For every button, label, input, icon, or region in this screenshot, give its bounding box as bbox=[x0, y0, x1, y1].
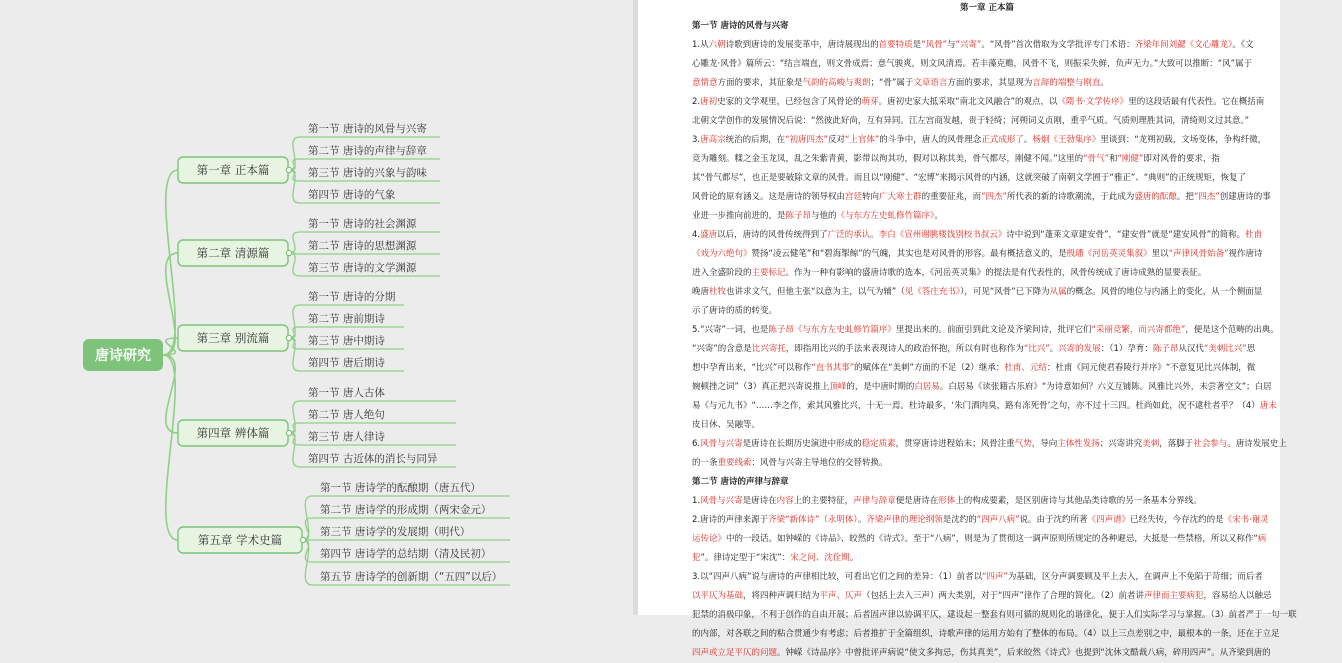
body-text: 。 bbox=[857, 515, 867, 525]
body-text: 1.从 bbox=[692, 40, 709, 50]
body-text: 业进一步推向前进的，是 bbox=[692, 211, 786, 221]
highlighted-text: 病 bbox=[1257, 534, 1267, 544]
highlighted-text: 广泛的承认 bbox=[827, 230, 871, 240]
document-line bbox=[692, 625, 1342, 644]
document-line bbox=[692, 549, 1342, 568]
document-line bbox=[692, 454, 1342, 473]
highlighted-text: 《与东方左史虬修竹篇序》 bbox=[836, 211, 935, 221]
body-text: 是 bbox=[912, 40, 922, 50]
body-text: 转向 bbox=[862, 192, 880, 202]
mindmap-chapter-label: 第二章 清源篇 bbox=[196, 246, 270, 260]
body-text: ，落脚于 bbox=[1159, 439, 1194, 449]
body-text: 竞为雕刻。糅之金玉龙凤，乱之朱紫青黄，影带以徇其功，假对以称其美，骨气都尽，刚健不闻。”这里的 bbox=[692, 154, 1084, 164]
document-line bbox=[692, 17, 1342, 36]
body-text: 。 bbox=[1023, 135, 1033, 145]
document-line bbox=[692, 188, 1342, 207]
document-line bbox=[692, 397, 1342, 416]
highlighted-text: 四声或立足平仄的问题 bbox=[692, 648, 778, 658]
highlighted-text: “四杰” bbox=[1193, 192, 1220, 202]
body-text: 风骨论的原有涵义。这是唐诗的领导权由 bbox=[692, 192, 846, 202]
body-text: 史家的文学观里，已经包含了风骨论的 bbox=[717, 97, 862, 107]
highlighted-text: 犯 bbox=[692, 553, 701, 563]
mindmap-chapter-label: 第一章 正本篇 bbox=[196, 163, 270, 177]
highlighted-text: “采丽竞繁，而兴寄都绝” bbox=[1091, 325, 1186, 335]
mindmap-section-node[interactable]: 第一节 唐诗的社会渊源 bbox=[308, 218, 417, 230]
body-text: 进入全盛阶段的 bbox=[692, 268, 752, 278]
mindmap-section-node[interactable]: 第三节 唐人律诗 bbox=[308, 431, 385, 443]
body-text: 赞扬“凌云健笔”和“碧海掣鲸”的气魄，其实也是对风骨的形容。最有概括意义的，是 bbox=[751, 249, 1067, 259]
body-text: 犯禁的消极印象，不利于创作的自由开展；后者固声律以协调平仄，建设起一整套有则可循的规则化的谐律化，便于人们实际学习与掌握。（3）前者严于一句一联 bbox=[692, 610, 1297, 620]
body-text: 婉顿挫之词”（3）真正把兴寄说推上 bbox=[692, 382, 830, 392]
body-text: 已经失传，今存沈约的是 bbox=[1130, 515, 1224, 525]
mindmap-section-node[interactable]: 第三节 唐诗的文学渊源 bbox=[308, 262, 417, 274]
highlighted-text: 运传论》 bbox=[692, 534, 727, 544]
body-text: ，容易给人以触忌 bbox=[1203, 591, 1272, 601]
highlighted-text: “上官体” bbox=[844, 135, 880, 145]
highlighted-text: 杜甫、元结 bbox=[1004, 363, 1047, 373]
document-line bbox=[692, 378, 1342, 397]
highlighted-text: 内容 bbox=[776, 496, 794, 506]
body-text: 北朝文学创作的发展情况后说：“然彼此好尚，互有异同。江左宫商发越，贵于轻绮；河朔词义贞刚，重乎气质。气质则理胜其词，清绮则文过其意。” bbox=[692, 116, 1250, 126]
mindmap-section-node[interactable]: 第三节 唐诗学的发展期（明代） bbox=[320, 526, 471, 538]
body-text: 皮日休、吴融等。 bbox=[692, 420, 761, 430]
document-line bbox=[692, 435, 1342, 454]
body-text: 从汉代 bbox=[1178, 344, 1204, 354]
highlighted-text: 陈子昂《与东方左史虬修竹篇序》 bbox=[768, 325, 896, 335]
document-page bbox=[692, 0, 1342, 663]
body-text: 的，是中唐时期的 bbox=[846, 382, 915, 392]
highlighted-text: 文章语言 bbox=[913, 78, 948, 88]
highlighted-text: 《戏为六绝句》 bbox=[692, 249, 752, 259]
body-text: 方面的要求，其显现为 bbox=[947, 78, 1033, 88]
mindmap-diagram bbox=[0, 0, 633, 615]
body-text: 易《与元九书》“……李之作，索其风雅比兴，十无一焉。杜诗最多，‘朱门酒肉臭，路有冻死骨’之句，亦不过十三四。杜尚如此，况不逮杜者乎？（4） bbox=[692, 401, 1260, 411]
document-line bbox=[692, 36, 1342, 55]
body-text: 所代表的新的诗歌潮流，于此成为 bbox=[1006, 192, 1135, 202]
highlighted-text: “四声八病” bbox=[976, 515, 1020, 525]
document-line bbox=[692, 587, 1342, 606]
highlighted-text: 李白《宣州谢朓楼饯别校书叔云》 bbox=[878, 230, 1007, 240]
collapse-toggle[interactable] bbox=[300, 537, 305, 542]
highlighted-text: 美刺 bbox=[1142, 439, 1160, 449]
body-text: 心雕龙·风骨》篇所云：“结言端直，则文骨成焉；意气骏爽，则文风清焉。若丰藻克赡，风骨不飞，则振采失鲜，负声无力。”大致可以推断：“风”属于 bbox=[692, 59, 1253, 69]
highlighted-text: 杜牧 bbox=[709, 287, 727, 297]
body-text: 的重要征兆，而 bbox=[921, 192, 982, 202]
body-text: 。 bbox=[1049, 344, 1059, 354]
body-text: 里以 bbox=[1151, 249, 1169, 259]
document-line bbox=[692, 150, 1342, 169]
document-line bbox=[692, 530, 1342, 549]
document-line bbox=[692, 74, 1342, 93]
body-text: 诗中说到“蓬莱文章建安骨”，“建安骨”就是“建安风骨”的简称。 bbox=[1006, 230, 1246, 240]
body-text: 6. bbox=[692, 439, 701, 449]
highlighted-text: 《隋书·文学传序》 bbox=[1057, 97, 1129, 107]
body-text: 是沈约的 bbox=[942, 515, 977, 525]
highlighted-text: 陈子昂 bbox=[1152, 344, 1179, 354]
body-text: 晚唐 bbox=[692, 287, 710, 297]
highlighted-text: 齐梁声律的理论纲领 bbox=[866, 515, 943, 525]
body-text: 里谈到：“龙朔初载，文场变体，争构纤微， bbox=[1100, 135, 1267, 145]
mindmap-section-node[interactable]: 第四节 古近体的消长与同异 bbox=[308, 453, 438, 465]
mindmap-chapter-label: 第五章 学术史篇 bbox=[197, 533, 283, 547]
highlighted-text: “美刺比兴” bbox=[1203, 344, 1247, 354]
collapse-toggle[interactable] bbox=[286, 167, 291, 172]
highlighted-text: 正式成形了 bbox=[981, 135, 1024, 145]
mindmap-section-node[interactable]: 第四节 唐诗学的总结期（清及民初） bbox=[320, 548, 492, 560]
body-text: ：（1）孕育： bbox=[1100, 344, 1153, 354]
document-line bbox=[692, 93, 1342, 112]
document-line bbox=[692, 473, 1342, 492]
mindmap-chapter-label: 第四章 辨体篇 bbox=[196, 426, 270, 440]
document-line bbox=[692, 511, 1342, 530]
body-text: 是唐诗在 bbox=[742, 496, 777, 506]
highlighted-text: 平声、仄声 bbox=[819, 591, 863, 601]
body-text: 视作唐诗 bbox=[1228, 249, 1263, 259]
highlighted-text: “四声” bbox=[982, 572, 1008, 582]
body-text: 以后，唐诗的风骨传统得到了 bbox=[717, 230, 828, 240]
highlighted-text: 见《答庄充书》 bbox=[904, 287, 961, 297]
body-text: ，导向 bbox=[1031, 439, 1058, 449]
highlighted-text: 声律而主要病犯 bbox=[1144, 591, 1204, 601]
body-text: 。《文 bbox=[1232, 40, 1254, 50]
highlighted-text: 齐梁“新体诗”（永明体） bbox=[768, 515, 858, 525]
body-text: ，将四种声调归结为 bbox=[743, 591, 820, 601]
mindmap-section-node[interactable]: 第四节 唐诗的气象 bbox=[308, 189, 396, 201]
body-text: ：杜甫《同元使君舂陵行并序》“不意复见比兴体制，微 bbox=[1046, 363, 1256, 373]
mindmap-section-node[interactable]: 第二节 唐诗的思想渊源 bbox=[308, 240, 417, 252]
highlighted-text: 唐高宗 bbox=[700, 135, 726, 145]
body-text: 3.以“四声八病”说与唐诗的声律相比较，可看出它们之间的差异：（1）前者以 bbox=[692, 572, 983, 582]
body-text: 。作为一种有影响的盛唐诗歌的选本，《河岳英灵集》的提法是有代表性的，风骨传统成了唐诗成熟的显要表征。 bbox=[785, 268, 1207, 278]
mindmap-section-node[interactable]: 第三节 唐中期诗 bbox=[308, 335, 385, 347]
body-text: ”。律诗定型于“宋沈”： bbox=[700, 553, 791, 563]
body-text: ；“骨”属于 bbox=[870, 78, 914, 88]
body-text: 2. bbox=[692, 97, 701, 107]
highlighted-text: 形体 bbox=[938, 496, 956, 506]
body-text: 里提出来的。前面引到此文论及齐梁间诗，批评它们 bbox=[895, 325, 1092, 335]
document-line bbox=[692, 359, 1342, 378]
body-text: “兴寄”的含意是 bbox=[692, 344, 752, 354]
document-line bbox=[692, 112, 1342, 131]
document-line bbox=[692, 131, 1342, 150]
body-text: 诗歌到唐诗的发展变革中，唐诗展现出的 bbox=[725, 40, 879, 50]
mindmap-section-node[interactable]: 第二节 唐人绝句 bbox=[308, 409, 385, 421]
highlighted-text: 稳定质素 bbox=[861, 439, 896, 449]
body-text: ，即指用比兴的手法来表现诗人的政治怀抱，所以有时也称作为 bbox=[785, 344, 1024, 354]
body-text: ，贯穿唐诗进程始末；风骨注重 bbox=[895, 439, 1015, 449]
highlighted-text: “骨气” bbox=[1083, 154, 1109, 164]
highlighted-text: 气势 bbox=[1014, 439, 1032, 449]
body-text: 创建唐诗的事 bbox=[1219, 192, 1271, 202]
body-text: 的一条 bbox=[692, 458, 718, 468]
highlighted-text: 声律与辞章 bbox=[853, 496, 896, 506]
highlighted-text: “声律风骨始备” bbox=[1168, 249, 1229, 259]
highlighted-text: 主要标记 bbox=[751, 268, 786, 278]
body-text: 1. bbox=[692, 496, 701, 506]
body-text: 的赋体在“美刺”方面的不足（2）继承： bbox=[854, 363, 1005, 373]
document-line bbox=[692, 264, 1342, 283]
highlighted-text: 白居易 bbox=[914, 382, 940, 392]
chapter-connector bbox=[288, 253, 300, 276]
body-text: 是唐诗在长期历史演进中形成的 bbox=[742, 439, 862, 449]
highlighted-text: 《四声谱》 bbox=[1087, 515, 1131, 525]
body-text: 方面的要求，其征象是 bbox=[717, 78, 803, 88]
body-text: 和 bbox=[1108, 154, 1118, 164]
body-text: 与 bbox=[947, 40, 956, 50]
section-heading: 第二节 唐诗的声律与辞章 bbox=[692, 477, 789, 487]
highlighted-text: “直书其事” bbox=[811, 363, 855, 373]
body-text: （包括上去入三声）两大类别，对于“四声”律作了合理的简化。（2）前者讲 bbox=[862, 591, 1145, 601]
highlighted-text: 唐末 bbox=[1259, 401, 1277, 411]
body-text: 中的一段话。如钟嵘的《诗品》、皎然的《诗式》。至于“八病”，则是为了贯彻这一调声原则所规定的各种避忌，大抵是一些禁格，所以又称作“ bbox=[726, 534, 1258, 544]
body-text: 4. bbox=[692, 230, 701, 240]
body-text: 。唐诗发展史上 bbox=[1227, 439, 1287, 449]
root-connector bbox=[163, 355, 178, 540]
chapter-connector bbox=[288, 232, 300, 253]
highlighted-text: “比兴” bbox=[1023, 344, 1050, 354]
highlighted-text: 主体性发扬 bbox=[1057, 439, 1100, 449]
body-text: 5.“兴寄”一词，也是 bbox=[692, 325, 769, 335]
collapse-toggle[interactable] bbox=[286, 250, 291, 255]
highlighted-text: 兴寄的发展 bbox=[1058, 344, 1101, 354]
body-text: ，便是这个范畴的出典。 bbox=[1185, 325, 1279, 335]
highlighted-text: 意情意 bbox=[692, 78, 718, 88]
collapse-toggle[interactable] bbox=[286, 430, 291, 435]
document-line bbox=[692, 55, 1342, 74]
mindmap-panel bbox=[0, 0, 633, 615]
body-text: 。“风骨”首次借取为文学批评专门术语： bbox=[981, 40, 1135, 50]
body-text: 上的主要特征， bbox=[793, 496, 854, 506]
highlighted-text: 风骨与兴寄 bbox=[700, 496, 743, 506]
highlighted-text: “兴寄” bbox=[955, 40, 982, 50]
document-line bbox=[692, 283, 1342, 302]
body-text: 即对风骨的要求，指 bbox=[1143, 154, 1220, 164]
mindmap-section-node[interactable]: 第五节 唐诗学的创新期（“五四”以后） bbox=[320, 571, 503, 583]
body-text: 的概念。风骨的地位与内涵上的变化，从一个侧面显 bbox=[1066, 287, 1263, 297]
highlighted-text: 杜甫 bbox=[1245, 230, 1263, 240]
document-line bbox=[692, 169, 1342, 188]
body-text: ；兴寄讲究 bbox=[1099, 439, 1143, 449]
body-text: 示了唐诗的质的转变。 bbox=[692, 306, 778, 316]
mindmap-section-node[interactable]: 第一节 唐诗学的酝酿期（唐五代） bbox=[320, 482, 481, 494]
highlighted-text: 顶峰 bbox=[829, 382, 847, 392]
body-text: 想中孕育出来，“比兴”可以称作 bbox=[692, 363, 812, 373]
document-line bbox=[692, 321, 1342, 340]
document-title: 第一章 正本篇 bbox=[960, 3, 1014, 13]
highlighted-text: 唐初 bbox=[700, 97, 718, 107]
body-text: 2.唐诗的声律来源于 bbox=[692, 515, 769, 525]
document-line bbox=[692, 416, 1342, 435]
highlighted-text: 从属 bbox=[1049, 287, 1067, 297]
highlighted-text: 陈子昂 bbox=[785, 211, 812, 221]
body-text: 的斗争中，唐人的风骨理念 bbox=[879, 135, 982, 145]
highlighted-text: 殷璠《河岳英灵集叙》 bbox=[1066, 249, 1152, 259]
body-text: 上的构成要素，是区别唐诗与其他品类诗歌的另一条基本分界线。 bbox=[955, 496, 1202, 506]
mindmap-section-node[interactable]: 第一节 唐人古体 bbox=[308, 387, 385, 399]
mindmap-root-label: 唐诗研究 bbox=[95, 348, 151, 364]
body-text: 。 bbox=[1100, 78, 1109, 88]
highlighted-text: 齐梁年间刘勰《文心雕龙》 bbox=[1134, 40, 1233, 50]
document-line bbox=[692, 568, 1342, 587]
mindmap-section-node[interactable]: 第三节 唐诗的兴象与韵味 bbox=[308, 167, 427, 179]
highlighted-text: 杨炯《王勃集序》 bbox=[1032, 135, 1101, 145]
mindmap-chapter-label: 第三章 别流篇 bbox=[196, 331, 270, 345]
highlighted-text: “四杰” bbox=[981, 192, 1007, 202]
highlighted-text: “风骨” bbox=[921, 40, 947, 50]
body-text: 里的这段话最有代表性。它在概括南 bbox=[1128, 97, 1265, 107]
document-line bbox=[692, 492, 1342, 511]
body-text: 思 bbox=[1246, 344, 1256, 354]
document-line bbox=[692, 340, 1342, 359]
document-line bbox=[692, 644, 1342, 663]
document-panel bbox=[638, 0, 1297, 658]
collapse-toggle[interactable] bbox=[286, 335, 291, 340]
body-text: 为基础，区分声调要顾及平上去入，在调声上不免陷于苛细；而后者 bbox=[1007, 572, 1263, 582]
document-line bbox=[692, 207, 1342, 226]
body-text: 3. bbox=[692, 135, 701, 145]
body-text: 统治的后期，在 bbox=[725, 135, 786, 145]
body-text: 。 bbox=[870, 230, 879, 240]
body-text: 。钟嵘《诗品序》中曾批评声病说“使文多拘忌，伤其真美”，后来皎然《诗式》也提到“沈休文酷裁八病，碎用四声”。从齐梁到唐的 bbox=[777, 648, 1271, 658]
mindmap-section-node[interactable]: 第四节 唐后期诗 bbox=[308, 357, 385, 369]
document-line bbox=[692, 245, 1342, 264]
document-line bbox=[692, 226, 1342, 245]
body-text: 也讲求文气，但他主张“以意为主，以气为辅”（ bbox=[726, 287, 905, 297]
highlighted-text: 萌芽 bbox=[861, 97, 879, 107]
body-text: ），可见“风骨”已下降为 bbox=[960, 287, 1050, 297]
body-text: 与他的 bbox=[811, 211, 837, 221]
document-body bbox=[692, 17, 1342, 663]
body-text: 说。由于沈约所著 bbox=[1019, 515, 1088, 525]
highlighted-text: 盛唐的酝酿 bbox=[1134, 192, 1177, 202]
body-text: 便是唐诗在 bbox=[895, 496, 939, 506]
body-text: 。唐初史家大抵采取“南北文风融合”的观点，以 bbox=[878, 97, 1058, 107]
document-line bbox=[692, 606, 1342, 625]
highlighted-text: 盛唐 bbox=[700, 230, 718, 240]
mindmap-section-node[interactable]: 第二节 唐诗的声律与辞章 bbox=[308, 145, 427, 157]
highlighted-text: 社会参与 bbox=[1193, 439, 1228, 449]
body-text: 的内部，对各联之间的粘合贯通少有考虑；后者推扩于全篇组织，诗歌声律的运用方始有了整体的布局。（4）以上三点差别之中，最根本的一条，还在于立足 bbox=[692, 629, 1280, 639]
highlighted-text: 首要特质 bbox=[878, 40, 913, 50]
highlighted-text: 宋之问、沈佺期 bbox=[790, 553, 850, 563]
highlighted-text: 宫廷 bbox=[845, 192, 863, 202]
highlighted-text: 重要线索 bbox=[717, 458, 752, 468]
body-text: 其“骨气都尽”，也正是要破除文章的风骨。而且以“刚健”、“宏博”来揭示风骨的内涵，这就突破了南朝文学囿于“雅正”、“典则”的正统规矩，恢复了 bbox=[692, 173, 1247, 183]
mindmap-section-node[interactable]: 第二节 唐诗学的形成期（两宋金元） bbox=[320, 504, 492, 516]
highlighted-text: 言辞的端整与刚直 bbox=[1032, 78, 1101, 88]
highlighted-text: 六朝 bbox=[708, 40, 726, 50]
document-line bbox=[692, 302, 1342, 321]
body-text: 。 bbox=[849, 553, 859, 563]
body-text: 。 bbox=[934, 211, 943, 221]
root-connector bbox=[163, 170, 178, 355]
body-text: ：风骨与兴寄主导地位的交替转换。 bbox=[751, 458, 888, 468]
highlighted-text: 气韵的高峻与爽朗 bbox=[802, 78, 871, 88]
highlighted-text: “初唐四杰” bbox=[785, 135, 828, 145]
mindmap-section-node[interactable]: 第一节 唐诗的风骨与兴寄 bbox=[308, 123, 427, 135]
mindmap-section-node[interactable]: 第二节 唐前期诗 bbox=[308, 313, 385, 325]
highlighted-text: “刚健” bbox=[1117, 154, 1144, 164]
highlighted-text: 风骨与兴寄 bbox=[700, 439, 743, 449]
highlighted-text: 广大寒士群 bbox=[879, 192, 922, 202]
mindmap-section-node[interactable]: 第一节 唐诗的分期 bbox=[308, 291, 396, 303]
body-text: 反对 bbox=[827, 135, 845, 145]
body-text: 。白居易《读张籍古乐府》“为诗意如何？六义互铺陈。风雅比兴外，未尝著空文”；白居 bbox=[939, 382, 1272, 392]
highlighted-text: 比兴寄托 bbox=[751, 344, 786, 354]
section-heading: 第一节 唐诗的风骨与兴寄 bbox=[692, 21, 789, 31]
highlighted-text: 以平仄为基础 bbox=[692, 591, 744, 601]
body-text: 。把 bbox=[1176, 192, 1194, 202]
highlighted-text: 《宋书·谢灵 bbox=[1223, 515, 1269, 525]
